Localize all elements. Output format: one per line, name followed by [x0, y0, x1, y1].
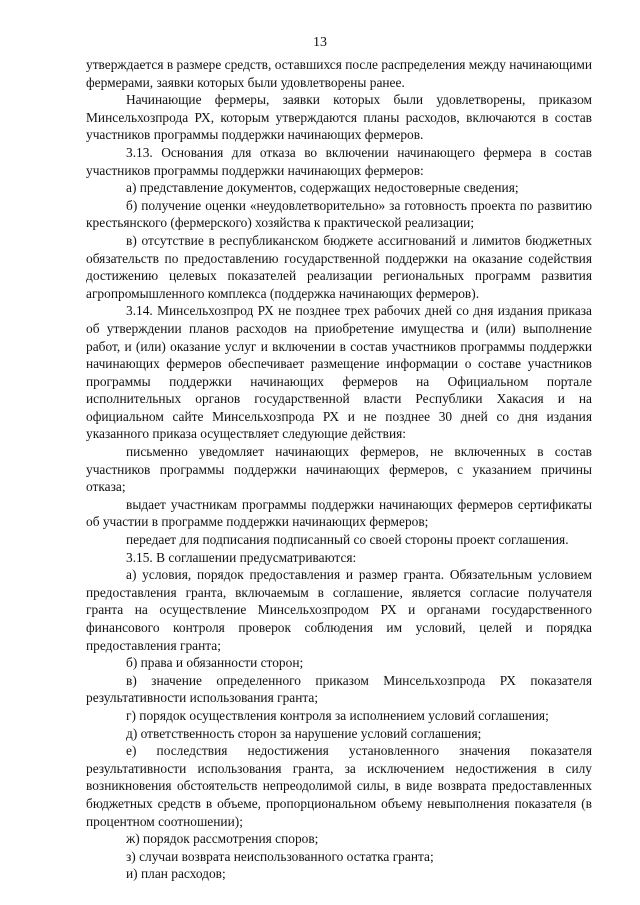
list-item-d: д) ответственность сторон за нарушение условий соглашения;	[126, 725, 482, 741]
action-item: письменно уведомляет начинающих фермеров, не включенных в состав участников программы поддержки начинающих фермеров, с указанием причины отказа;	[86, 444, 592, 495]
paragraph-section-3-13: 3.13. Основания для отказа во включении начинающего фермера в состав участников программы поддержки начинающих фермеров:	[86, 144, 592, 178]
list-item-a: а) условия, порядок предоставления и размер гранта. Обязательным условием предоставления гранта, включаемым в соглашение, является согласие получателя гранта на осуществление Минсельхозпродом РХ и органами государственного финансового контроля проверок соблюдения им условий, целей и порядка предоставления гранта;	[86, 567, 592, 653]
list-item-v: в) отсутствие в республиканском бюджете ассигнований и лимитов бюджетных обязательств по предоставлению государственной поддержки на оказание содействия достижению целевых показателей реализации региональных программ развития агропромышленного комплекса (поддержка начинающих фермеров).	[86, 232, 592, 301]
paragraph-continuation: утверждается в размере средств, оставшихся после распределения между начинающими фермерами, заявки которых были удовлетворены ранее.	[86, 57, 592, 90]
paragraph: Начинающие фермеры, заявки которых были удовлетворены, приказом Минсельхозпрода РХ, которым утверждаются планы расходов, включаются в состав участников программы поддержки начинающих фермеров.	[86, 92, 592, 143]
paragraph-section-3-14: 3.14. Минсельхозпрод РХ не позднее трех рабочих дней со дня издания приказа об утверждении планов расходов на приобретение имущества и (или) выполнение работ, и (или) оказание услуг и включении в состав участников программы поддержки начинающих фермеров обеспечивает размещение информации о составе участников программы поддержки начинающих фермеров на Официальном портале исполнительных органов государственной власти Республики Хакасия и на официальном сайте Минсельхозпрода РХ и не позднее 30 дней со дня издания указанного приказа осуществляет следующие действия:	[86, 303, 592, 442]
list-item-b: б) получение оценки «неудовлетворительно» за готовность проекта по развитию крестьянского (фермерского) хозяйства к практической реализации;	[86, 197, 592, 231]
list-item-a: а) представление документов, содержащих недостоверные сведения;	[126, 180, 519, 196]
list-item-b: б) права и обязанности сторон;	[126, 655, 304, 671]
page-number: 13	[313, 35, 327, 50]
paragraph-section-3-15: 3.15. В соглашении предусматриваются:	[126, 549, 357, 565]
list-item-zh: ж) порядок рассмотрения споров;	[126, 831, 319, 847]
list-item-v: в) значение определенного приказом Минсельхозпрода РХ показателя результативности использования гранта;	[86, 672, 592, 706]
document-body	[86, 56, 592, 883]
list-item-e: е) последствия недостижения установленного значения показателя результативности использования гранта, за исключением недостижения в силу возникновения обстоятельств непреодолимой силы, в виде возврата предоставленных бюджетных средств в объеме, пропорциональном объему невыполнения показателя (в процентном соотношении);	[86, 743, 592, 829]
list-item-g: г) порядок осуществления контроля за исполнением условий соглашения;	[126, 707, 549, 723]
action-item: выдает участникам программы поддержки начинающих фермеров сертификаты об участии в программе поддержки начинающих фермеров;	[86, 496, 592, 530]
action-item: передает для подписания подписанный со своей стороны проект соглашения.	[126, 532, 569, 548]
list-item-i: и) план расходов;	[126, 866, 226, 882]
list-item-z: з) случаи возврата неиспользованного остатка гранта;	[126, 848, 434, 864]
